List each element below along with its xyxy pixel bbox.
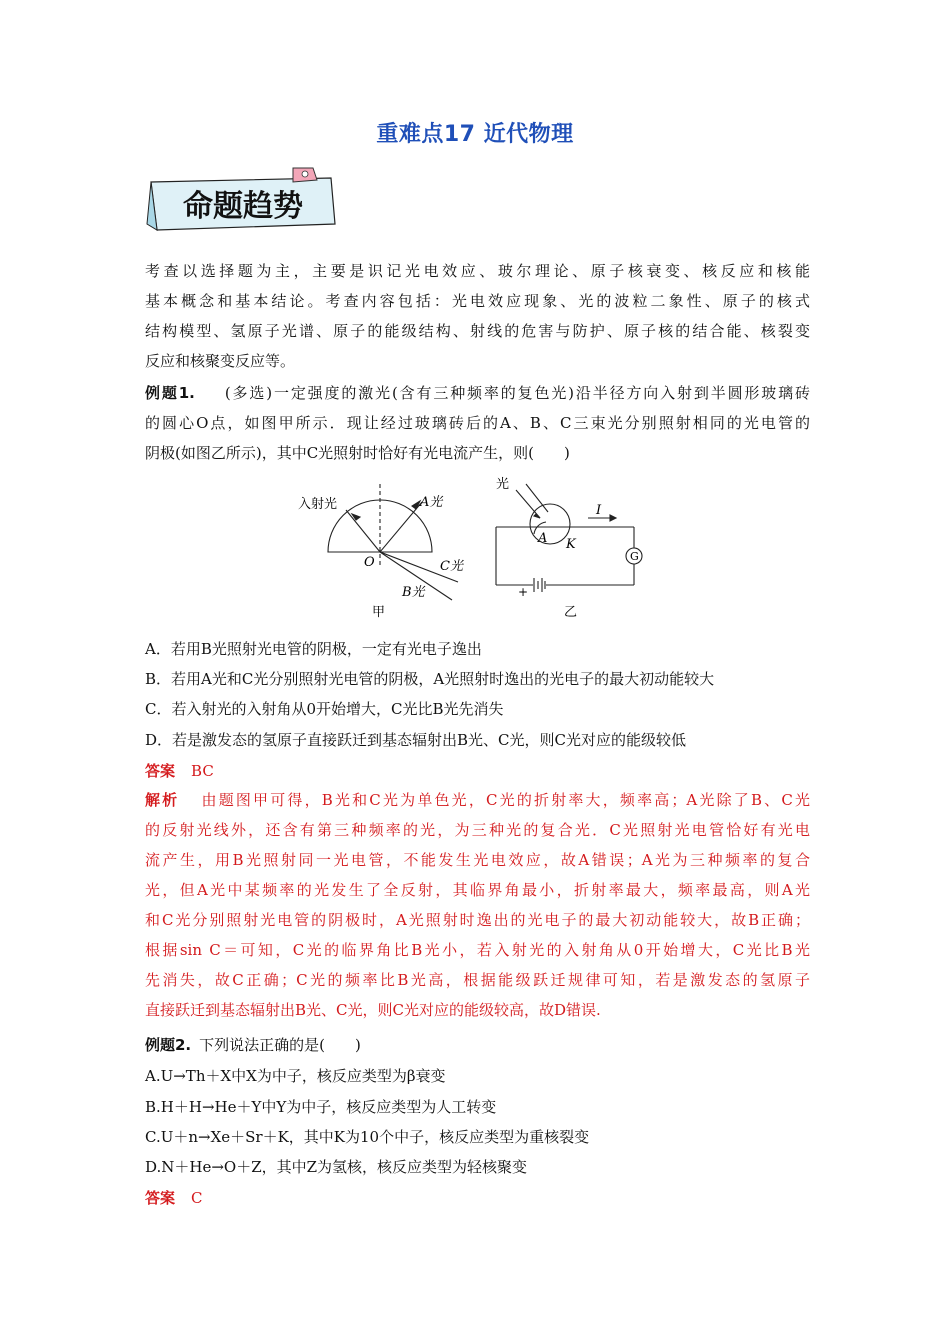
- intro-line: 结构模型、氢原子光谱、原子的能级结构、射线的危害与防护、原子核的结合能、核裂变: [145, 322, 810, 340]
- example1-question: [145, 378, 810, 468]
- ex2-option-a: A.U→Th＋X中X为中子，核反应类型为β衰变: [145, 1067, 446, 1085]
- figure-jia-caption: 甲: [372, 605, 386, 620]
- galvanometer-label: G: [630, 550, 639, 563]
- b-light-label: B光: [402, 585, 425, 600]
- example2-answer: [145, 1187, 203, 1208]
- page-title: 重难点17 近代物理: [376, 122, 574, 147]
- anode-label: A: [538, 531, 548, 546]
- question-line: (多选)一定强度的激光(含有三种频率的复色光)沿半径方向入射到半圆形玻璃砖: [224, 384, 810, 402]
- intro-line: 反应和核聚变反应等。: [145, 352, 296, 370]
- cathode-label: K: [566, 537, 576, 552]
- option-b: B．若用A光和C光分别照射光电管的阴极，A光照射时逸出的光电子的最大初动能较大: [145, 670, 715, 688]
- analysis-label: 解析: [145, 791, 180, 809]
- answer-label: 答案: [145, 762, 176, 780]
- answer-label: 答案: [145, 1189, 176, 1207]
- option-a: A．若用B光照射光电管的阴极，一定有光电子逸出: [145, 640, 482, 658]
- example2-text: 下列说法正确的是( ): [199, 1036, 361, 1054]
- ex2-option-b: B.H＋H→He＋Y中Y为中子，核反应类型为人工转变: [145, 1098, 497, 1116]
- intro-line: 考查以选择题为主，主要是识记光电效应、玻尔理论、原子核衰变、核反应和核能: [145, 262, 810, 280]
- question-line: 的圆心O点，如图甲所示．现让经过玻璃砖后的A、B、C三束光分别照射相同的光电管的: [145, 414, 810, 432]
- analysis-line: 由题图甲可得，B光和C光为单色光，C光的折射率大，频率高；A光除了B、C光: [199, 791, 810, 809]
- option-c: C．若入射光的入射角从0开始增大，C光比B光先消失: [145, 700, 504, 718]
- intro-line: 基本概念和基本结论。考查内容包括：光电效应现象、光的波粒二象性、原子的核式: [145, 292, 810, 310]
- example1-answer: [145, 760, 214, 781]
- banner-label: 命题趋势: [183, 189, 303, 224]
- figure-yi-caption: 乙: [564, 605, 578, 620]
- ex2-option-d: D.N＋He→O＋Z，其中Z为氢核，核反应类型为轻核聚变: [145, 1158, 528, 1176]
- answer-value: C: [191, 1189, 203, 1207]
- example1-analysis: [145, 785, 810, 1025]
- physics-diagram: [290, 470, 660, 625]
- ex2-option-c: C.U＋n→Xe＋Sr＋K，其中K为10个中子，核反应类型为重核裂变: [145, 1128, 590, 1146]
- question-line: 阴极(如图乙所示)，其中C光照射时恰好有光电流产生，则( ): [145, 444, 570, 462]
- incident-light-label: 入射光: [298, 497, 338, 512]
- analysis-line: 根据sin C＝可知，C光的临界角比B光小，若入射光的入射角从0开始增大，C光比B光: [145, 941, 810, 959]
- example2-question: [145, 1034, 361, 1055]
- answer-value: BC: [191, 762, 214, 780]
- analysis-line: 先消失，故C正确；C光的频率比B光高，根据能级跃迁规律可知，若是激发态的氢原子: [145, 971, 810, 989]
- banner-graphic: [143, 164, 343, 240]
- battery-plus-label: +: [518, 585, 529, 599]
- analysis-line: 流产生，用B光照射同一光电管，不能发生光电效应，故A错误；A光为三种频率的复合: [145, 851, 810, 869]
- analysis-line: 和C光分别照射光电管的阴极时，A光照射时逸出的光电子的最大初动能较大，故B正确；: [145, 911, 810, 929]
- intro-paragraph: [145, 256, 810, 376]
- example2-label: 例题2.: [145, 1036, 192, 1054]
- a-light-label: A光: [420, 495, 443, 510]
- current-label: I: [596, 503, 602, 518]
- c-light-label: C光: [440, 559, 463, 574]
- example1-label: 例题1.: [145, 384, 195, 402]
- analysis-line: 光，但A光中某频率的光发生了全反射，其临界角最小，折射率最大，频率最高，则A光: [145, 881, 810, 899]
- light-source-label: 光: [496, 477, 510, 492]
- option-d: D．若是激发态的氢原子直接跃迁到基态辐射出B光、C光，则C光对应的能级较低: [145, 731, 687, 749]
- o-point-label: O: [364, 555, 375, 570]
- analysis-line: 的反射光线外，还含有第三种频率的光，为三种光的复合光．C光照射光电管恰好有光电: [145, 821, 810, 839]
- analysis-line: 直接跃迁到基态辐射出B光、C光，则C光对应的能级较高，故D错误.: [145, 1001, 601, 1019]
